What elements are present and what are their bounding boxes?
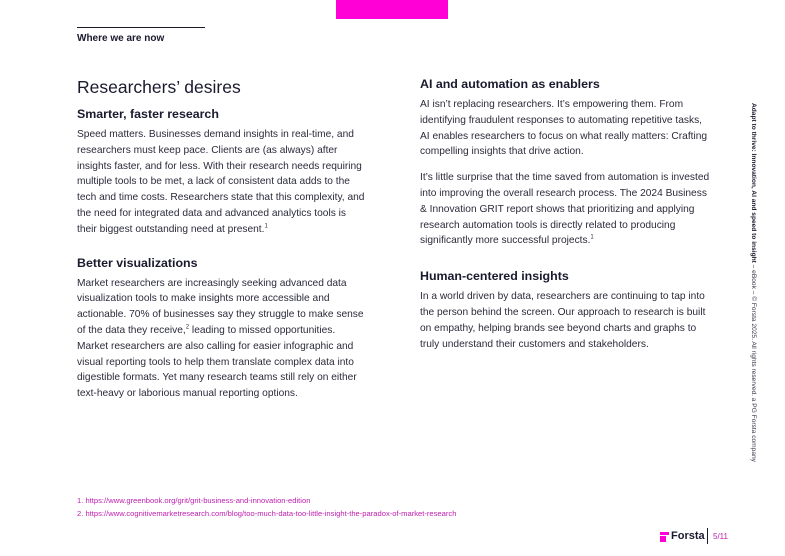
vertical-copyright-sidebar bbox=[747, 103, 757, 513]
paragraph-smarter-faster: Speed matters. Businesses demand insights in real-time, and researchers must keep pace. Clients are (as always) after insights faster, and for less. With their research needs requiring multiple tools to be met, a lack of consistent data adds to the tech and time costs. Researchers state that this complexity, and the need for integrated data and advanced analytics tools is their biggest outstanding need at present.$^1$ bbox=[77, 129, 365, 235]
forsta-logo bbox=[660, 530, 705, 542]
heading-better-visualizations: Better visualizations bbox=[77, 255, 198, 270]
right-column bbox=[420, 77, 710, 352]
section-rule bbox=[77, 27, 205, 28]
forsta-logo-icon bbox=[660, 532, 669, 541]
footer-divider bbox=[707, 528, 708, 544]
footnote-link-1[interactable]: 1. https://www.greenbook.org/grit/grit-business-and-innovation-edition bbox=[77, 496, 311, 505]
sidebar-copyright: – eBook – © Forsta 2025. All rights reserved. a PG Forsta company bbox=[750, 262, 757, 462]
paragraph-better-visualizations: Market researchers are increasingly seeking advanced data visualization tools to make insights more accessible and actionable. 70% of businesses say they struggle to make sense of the data they receive,$^2$ leading to missed opportunities. Market researchers are also calling for easier infographic and visual reporting tools to help them translate complex data into digestible formats. Yet many research teams still rely on either text-heavy or laborious manual reporting options. bbox=[77, 277, 364, 400]
footnote-ref-1b[interactable]: 1 bbox=[590, 234, 594, 241]
footnotes bbox=[77, 494, 456, 520]
top-accent-bar bbox=[336, 0, 448, 19]
logo-text: Forsta bbox=[671, 530, 705, 542]
sidebar-ebook-title: Adapt to thrive: Innovation, AI and speed to insight bbox=[750, 103, 757, 263]
heading-smarter-faster: Smarter, faster research bbox=[77, 107, 219, 121]
footnote-ref-1[interactable]: 1 bbox=[264, 223, 268, 230]
paragraph-ai-automation-2: It’s little surprise that the time saved from automation is invested into improving the overall research process. The 2024 Business & Innovation GRIT report shows that prioritizing and applying research automation tools is directly related to producing significantly more successful projects.$^1$ bbox=[420, 172, 710, 247]
heading-human-centered: Human-centered insights bbox=[420, 269, 569, 284]
footnote-link-2[interactable]: 2. https://www.cognitivemarketresearch.com/blog/too-much-data-too-little-insight-the-paradox-of-market-research bbox=[77, 509, 457, 518]
paragraph-ai-automation-1: AI isn’t replacing researchers. It’s empowering them. From identifying fraudulent responses to automating repetitive tasks, AI enables researchers to focus on what really matters: Crafting compelling insights that drive action. bbox=[420, 99, 708, 158]
footnote-ref-2[interactable]: 2 bbox=[185, 324, 190, 331]
page-title: Researchers’ desires bbox=[77, 77, 241, 97]
section-label: Where we are now bbox=[77, 33, 165, 44]
left-column bbox=[77, 77, 367, 402]
paragraph-human-centered: In a world driven by data, researchers are continuing to tap into the person behind the screen. Our approach to research is built on empathy, helping brands see beyond charts and graphs to truly understand their customers and stakeholders. bbox=[420, 291, 706, 350]
page-number: 5/11 bbox=[713, 532, 728, 541]
heading-ai-automation: AI and automation as enablers bbox=[420, 77, 600, 91]
